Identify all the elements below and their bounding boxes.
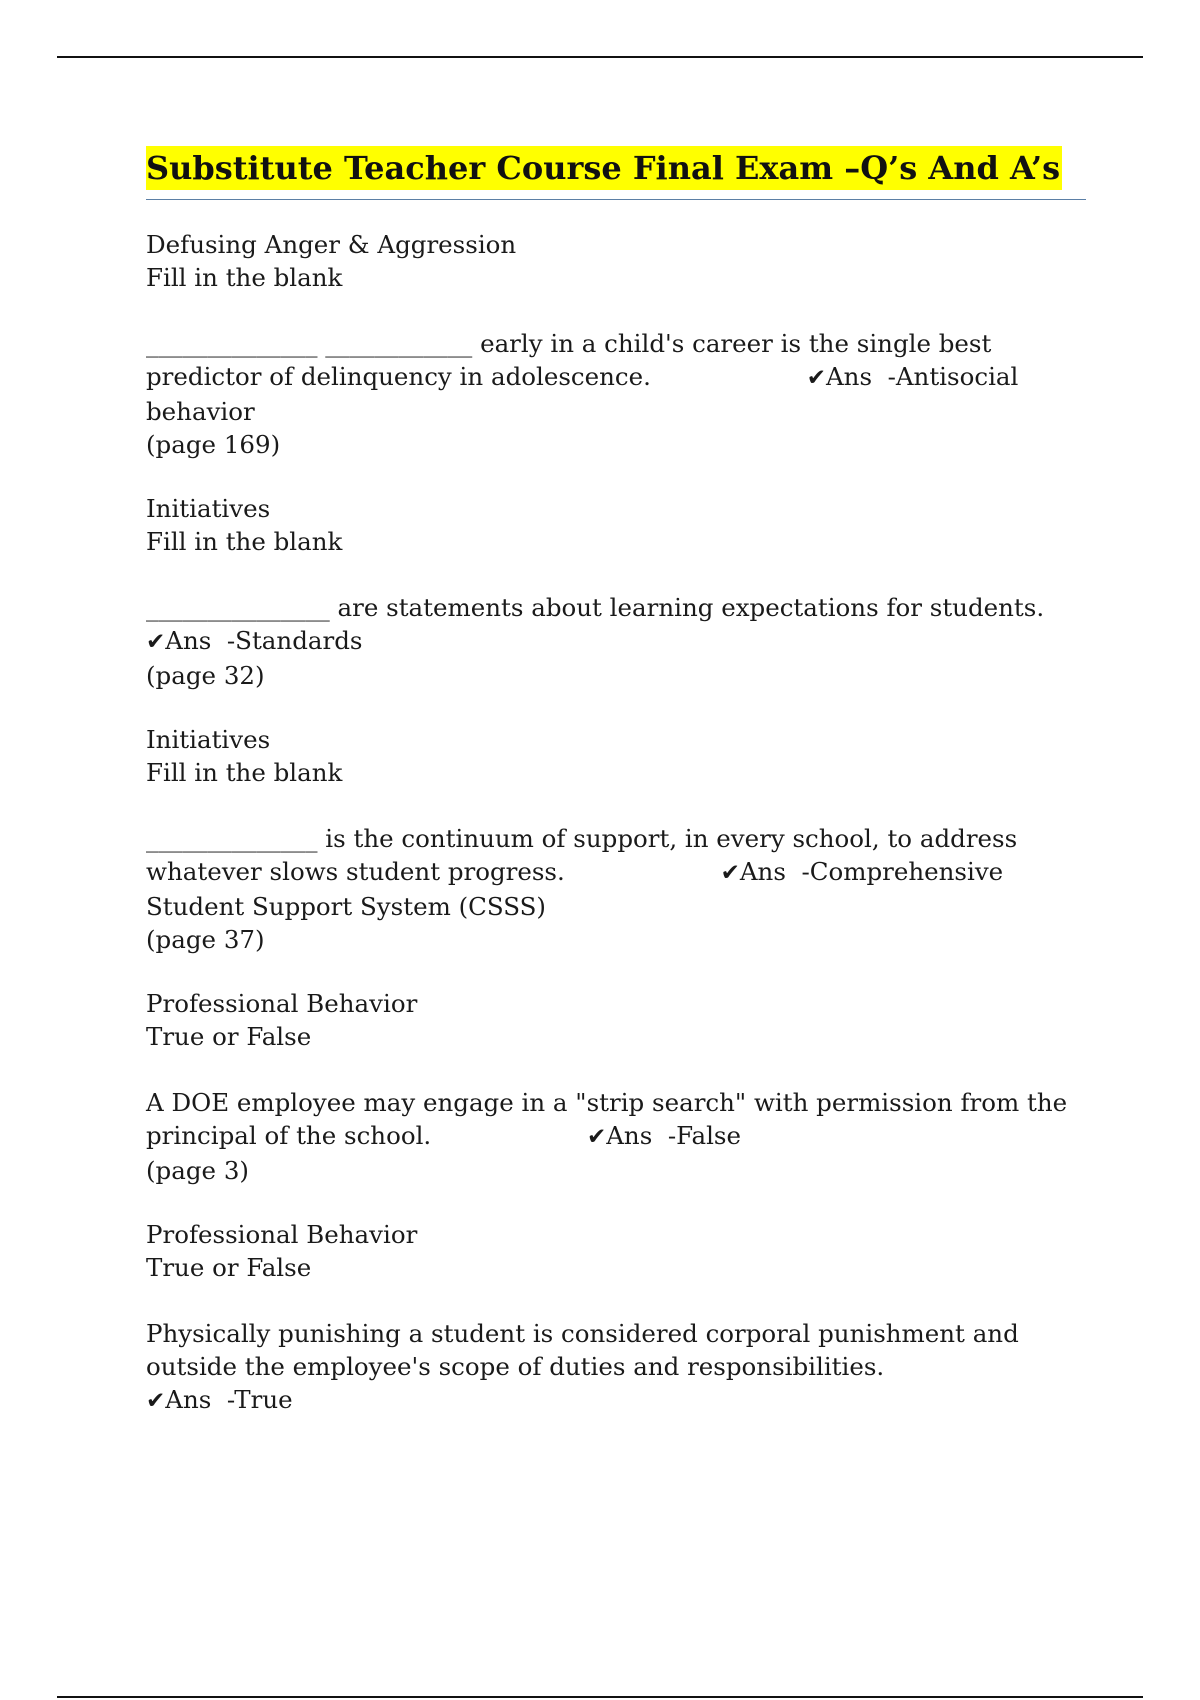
title-block — [146, 146, 1086, 200]
entry-type: Fill in the blank — [146, 758, 343, 787]
page-reference: (page 32) — [146, 661, 265, 690]
answer-text: Ans -Standards — [165, 626, 363, 655]
qa-entry — [146, 492, 1086, 692]
entry-category: Professional Behavior — [146, 1220, 418, 1249]
entry-type: Fill in the blank — [146, 263, 343, 292]
question-text: predictor of delinquency in adolescence. — [146, 362, 807, 391]
question-text: principal of the school. — [146, 1121, 587, 1150]
page-reference: (page 37) — [146, 925, 265, 954]
check-icon: ✔ — [806, 365, 826, 391]
qa-entry — [146, 723, 1086, 956]
entry-type: Fill in the blank — [146, 527, 343, 556]
question-text: ______________ is the continuum of support, in every school, to address — [146, 824, 1018, 853]
answer-line — [146, 624, 1086, 659]
check-icon: ✔ — [586, 1124, 607, 1150]
question-text: Physically punishing a student is considered corporal punishment and — [146, 1319, 1019, 1348]
document-body — [146, 146, 1086, 1418]
entry-category: Professional Behavior — [146, 989, 418, 1018]
document-title: Substitute Teacher Course Final Exam –Q’s And A’s — [146, 146, 1062, 190]
answer-text: Ans -Antisocial — [825, 362, 1019, 391]
question-answer-line — [146, 360, 1086, 395]
question-text: _______________ are statements about learning expectations for students. — [146, 593, 1045, 622]
entry-category: Initiatives — [146, 494, 271, 523]
qa-entry — [146, 228, 1086, 461]
answer-text: Ans -False — [606, 1121, 741, 1150]
question-answer-line — [146, 1119, 1086, 1154]
question-text: whatever slows student progress. — [146, 857, 721, 886]
answer-text: Ans -True — [165, 1385, 293, 1414]
answer-text: behavior — [146, 397, 255, 426]
qa-list — [146, 228, 1086, 1418]
entry-type: True or False — [146, 1022, 312, 1051]
check-icon: ✔ — [146, 629, 166, 655]
question-text: ______________ ____________ early in a child's career is the single best — [146, 329, 992, 358]
question-answer-line — [146, 855, 1086, 890]
answer-line — [146, 1383, 1086, 1418]
check-icon: ✔ — [146, 1388, 166, 1414]
entry-type: True or False — [146, 1253, 312, 1282]
qa-entry — [146, 987, 1086, 1187]
footer-rule — [57, 1696, 1143, 1698]
entry-category: Initiatives — [146, 725, 271, 754]
answer-text: Student Support System (CSSS) — [146, 892, 546, 921]
header-rule — [57, 56, 1143, 58]
question-text: outside the employee's scope of duties and responsibilities. — [146, 1352, 885, 1381]
qa-entry — [146, 1218, 1086, 1418]
check-icon: ✔ — [720, 860, 740, 886]
answer-text: Ans -Comprehensive — [739, 857, 1004, 886]
page-reference: (page 169) — [146, 430, 281, 459]
page-reference: (page 3) — [146, 1156, 249, 1185]
question-text: A DOE employee may engage in a "strip search" with permission from the — [146, 1088, 1068, 1117]
entry-category: Defusing Anger & Aggression — [146, 230, 517, 259]
